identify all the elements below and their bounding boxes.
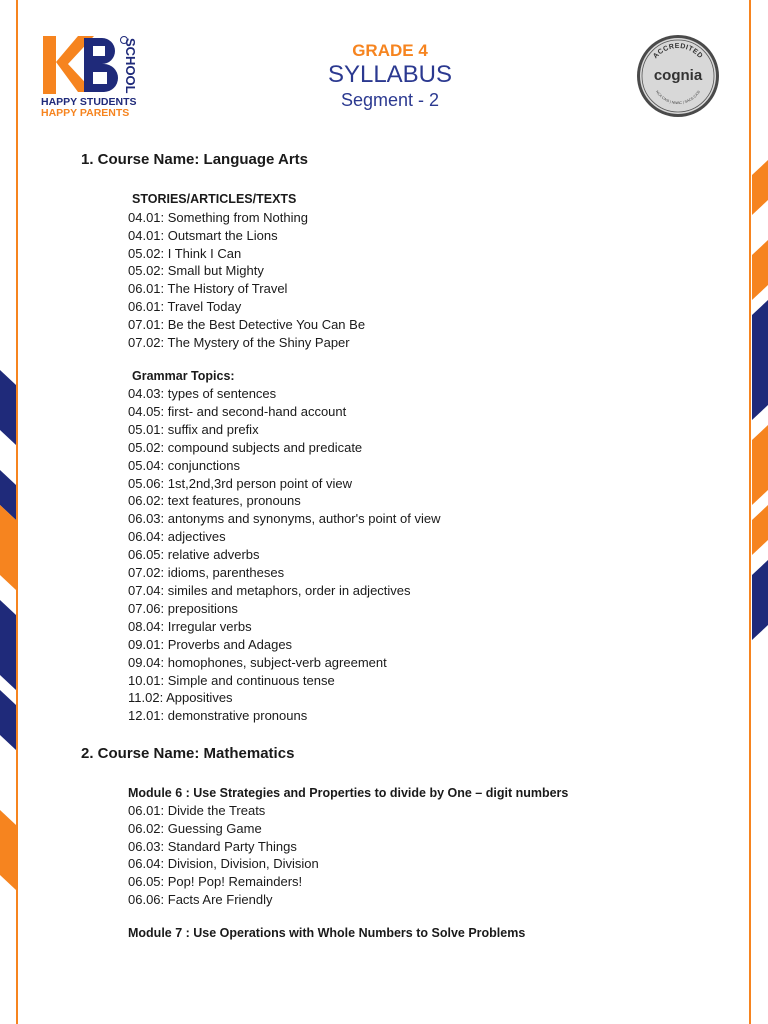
stories-list bbox=[128, 209, 365, 351]
grade-label: GRADE 4 bbox=[352, 41, 428, 60]
section-heading-stories: STORIES/ARTICLES/TEXTS bbox=[132, 192, 297, 206]
right-border-line bbox=[749, 0, 751, 1024]
section-heading-module-6: Module 6 : Use Strategies and Properties to divide by One – digit numbers bbox=[128, 786, 569, 800]
badge-brand: cognia bbox=[653, 67, 703, 84]
list-item: 06.02: Guessing Game bbox=[128, 820, 262, 836]
list-item: 06.04: adjectives bbox=[128, 529, 226, 545]
list-item: 07.01: Be the Best Detective You Can Be bbox=[128, 316, 366, 332]
list-item: 06.03: Standard Party Things bbox=[128, 838, 297, 854]
syllabus-title: SYLLABUS bbox=[327, 61, 453, 88]
list-item: 06.06: Facts Are Friendly bbox=[128, 891, 273, 907]
list-item: 06.05: relative adverbs bbox=[128, 547, 260, 563]
list-item: 09.01: Proverbs and Adages bbox=[128, 636, 293, 652]
logo-school-text: SCHOOL bbox=[123, 38, 138, 94]
list-item: 04.01: Outsmart the Lions bbox=[128, 227, 278, 243]
list-item: 06.01: Travel Today bbox=[128, 298, 242, 314]
list-item: 04.01: Something from Nothing bbox=[128, 210, 308, 225]
list-item: 10.01: Simple and continuous tense bbox=[128, 672, 335, 688]
list-item: 05.02: Small but Mighty bbox=[128, 263, 264, 279]
list-item: 05.06: 1st,2nd,3rd person point of view bbox=[128, 475, 353, 491]
badge-bottom-text: NCA CASI | NWAC | SACS CASI bbox=[654, 89, 702, 106]
list-item: 06.03: antonyms and synonyms, author's point of view bbox=[128, 511, 441, 527]
module-6-list bbox=[128, 802, 319, 909]
segment-label: Segment - 2 bbox=[340, 90, 440, 110]
list-item: 06.01: Divide the Treats bbox=[128, 803, 266, 818]
list-item: 07.02: The Mystery of the Shiny Paper bbox=[128, 334, 350, 350]
list-item: 05.04: conjunctions bbox=[128, 457, 241, 473]
tagline-line-2: HAPPY PARENTS bbox=[41, 107, 130, 119]
section-heading-module-7: Module 7 : Use Operations with Whole Numbers to Solve Problems bbox=[128, 926, 526, 940]
list-item: 06.01: The History of Travel bbox=[128, 281, 288, 297]
list-item: 07.04: similes and metaphors, order in adjectives bbox=[128, 582, 411, 598]
list-item: 05.01: suffix and prefix bbox=[128, 421, 259, 437]
list-item: 06.04: Division, Division, Division bbox=[128, 856, 319, 872]
cognia-accreditation-badge bbox=[636, 34, 720, 118]
list-item: 06.05: Pop! Pop! Remainders! bbox=[128, 874, 303, 890]
left-border-line bbox=[16, 0, 18, 1024]
tagline-line-1: HAPPY STUDENTS bbox=[41, 96, 137, 108]
list-item: 07.06: prepositions bbox=[128, 600, 238, 616]
list-item: 05.02: I Think I Can bbox=[128, 245, 242, 261]
section-heading-grammar: Grammar Topics: bbox=[132, 369, 235, 383]
list-item: 06.02: text features, pronouns bbox=[128, 493, 301, 509]
course-title-language-arts: 1. Course Name: Language Arts bbox=[81, 151, 308, 168]
badge-top-text: ACCREDITED bbox=[652, 42, 704, 61]
list-item: 05.02: compound subjects and predicate bbox=[128, 439, 363, 455]
list-item: 09.04: homophones, subject-verb agreement bbox=[128, 654, 387, 670]
list-item: 12.01: demonstrative pronouns bbox=[128, 708, 308, 724]
right-border-decoration bbox=[750, 0, 768, 1024]
list-item: 04.03: types of sentences bbox=[128, 386, 277, 401]
list-item: 07.02: idioms, parentheses bbox=[128, 565, 285, 581]
list-item: 04.05: first- and second-hand account bbox=[128, 403, 347, 419]
course-title-mathematics: 2. Course Name: Mathematics bbox=[81, 745, 295, 762]
list-item: 11.02: Appositives bbox=[128, 690, 233, 706]
list-item: 08.04: Irregular verbs bbox=[128, 618, 252, 634]
grammar-list bbox=[128, 385, 441, 725]
